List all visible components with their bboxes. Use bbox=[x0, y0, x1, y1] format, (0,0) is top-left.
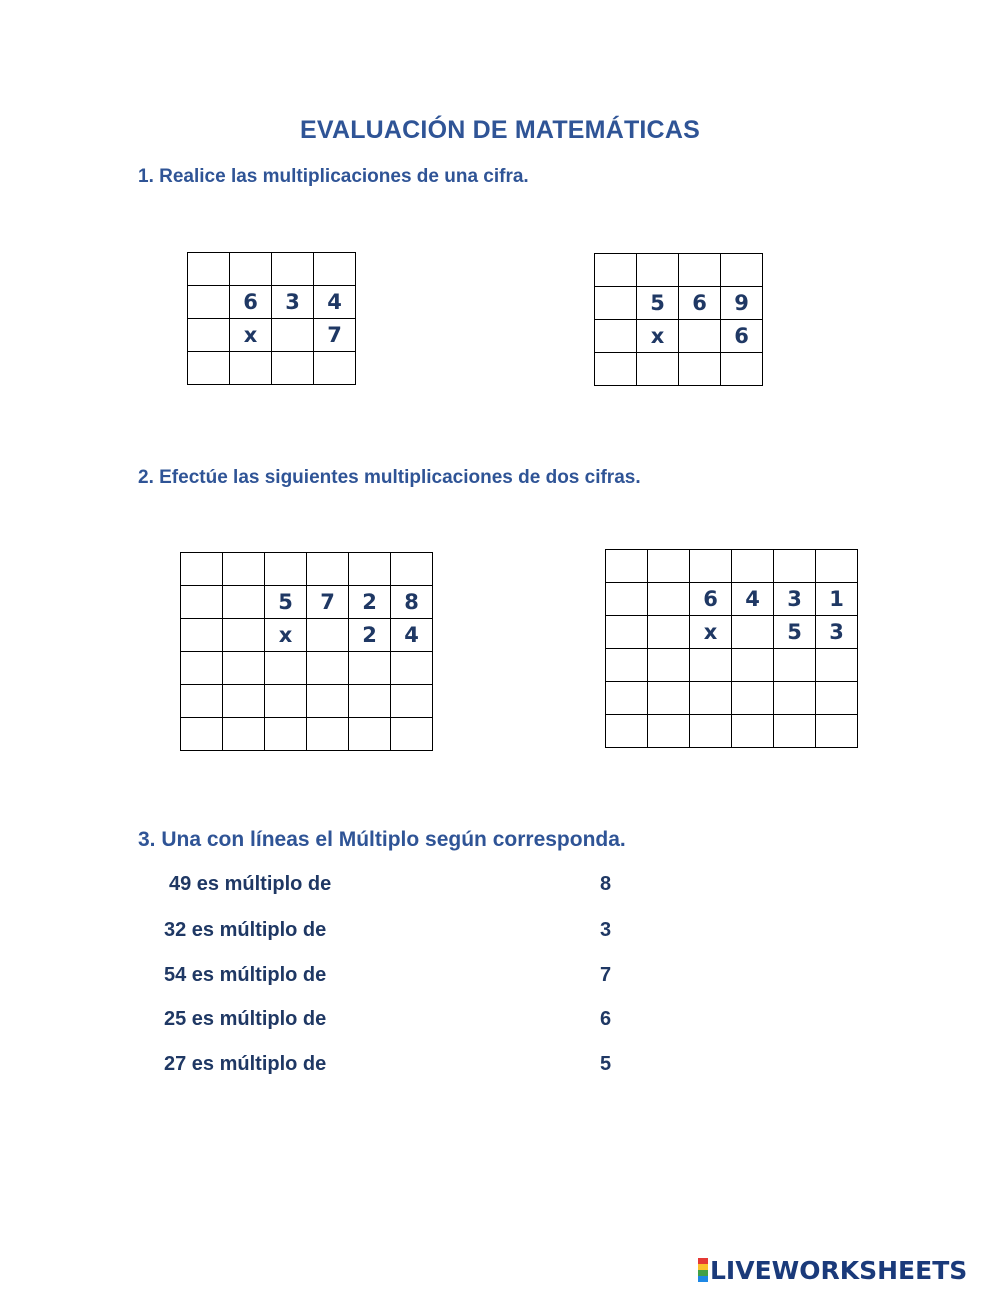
answer-cell[interactable] bbox=[349, 652, 391, 685]
answer-cell[interactable] bbox=[265, 652, 307, 685]
grid-cell[interactable] bbox=[721, 254, 763, 287]
grid-cell[interactable] bbox=[679, 254, 721, 287]
match-item-option[interactable]: 6 bbox=[600, 1008, 612, 1030]
logo-text: LIVEWORKSHEETS bbox=[710, 1255, 968, 1285]
answer-cell[interactable] bbox=[732, 649, 774, 682]
section-1-heading: 1. Realice las multiplicaciones de una cifra. bbox=[138, 166, 529, 187]
match-item-option[interactable]: 8 bbox=[600, 873, 612, 895]
answer-cell[interactable] bbox=[732, 682, 774, 715]
grid-cell[interactable] bbox=[606, 583, 648, 616]
grid-row bbox=[181, 652, 433, 685]
grid-cell[interactable] bbox=[595, 287, 637, 320]
grid-cell[interactable] bbox=[349, 553, 391, 586]
grid-row bbox=[181, 553, 433, 586]
grid-cell[interactable] bbox=[188, 253, 230, 286]
answer-cell[interactable] bbox=[272, 352, 314, 385]
grid-cell[interactable] bbox=[816, 550, 858, 583]
grid-row bbox=[595, 353, 763, 386]
grid-row bbox=[188, 253, 356, 286]
logo-mark-icon bbox=[698, 1258, 708, 1282]
answer-cell[interactable] bbox=[265, 685, 307, 718]
answer-cell[interactable] bbox=[816, 715, 858, 748]
grid-cell[interactable] bbox=[230, 253, 272, 286]
grid-row bbox=[181, 586, 433, 619]
grid-row bbox=[595, 254, 763, 287]
grid-cell: 4 bbox=[314, 286, 356, 319]
grid-cell[interactable] bbox=[181, 619, 223, 652]
grid-row bbox=[595, 320, 763, 353]
answer-cell[interactable] bbox=[181, 718, 223, 751]
grid-cell[interactable] bbox=[272, 253, 314, 286]
grid-cell[interactable] bbox=[307, 619, 349, 652]
section-2-heading: 2. Efectúe las siguientes multiplicaciones de dos cifras. bbox=[138, 467, 641, 488]
grid-row bbox=[181, 619, 433, 652]
grid-cell: 4 bbox=[732, 583, 774, 616]
grid-row bbox=[606, 583, 858, 616]
grid-cell[interactable] bbox=[595, 320, 637, 353]
grid-cell: 7 bbox=[314, 319, 356, 352]
answer-cell[interactable] bbox=[265, 718, 307, 751]
answer-cell[interactable] bbox=[223, 718, 265, 751]
answer-cell[interactable] bbox=[349, 718, 391, 751]
grid-cell: 6 bbox=[690, 583, 732, 616]
answer-cell[interactable] bbox=[816, 682, 858, 715]
grid-row bbox=[188, 319, 356, 352]
grid-cell: 2 bbox=[349, 586, 391, 619]
grid-cell: x bbox=[230, 319, 272, 352]
grid-cell: 5 bbox=[265, 586, 307, 619]
grid-cell[interactable] bbox=[314, 253, 356, 286]
multiplication-grid-4 bbox=[605, 549, 858, 748]
grid-row bbox=[606, 682, 858, 715]
grid-cell: 6 bbox=[721, 320, 763, 353]
answer-cell[interactable] bbox=[181, 685, 223, 718]
grid-cell[interactable] bbox=[732, 550, 774, 583]
grid-cell: 8 bbox=[391, 586, 433, 619]
grid-cell: 9 bbox=[721, 287, 763, 320]
answer-cell[interactable] bbox=[774, 682, 816, 715]
match-item-statement[interactable]: 25 es múltiplo de bbox=[164, 1008, 327, 1030]
grid-cell: 5 bbox=[774, 616, 816, 649]
grid-cell[interactable] bbox=[648, 550, 690, 583]
grid-cell[interactable] bbox=[188, 319, 230, 352]
answer-cell[interactable] bbox=[230, 352, 272, 385]
grid-cell: 3 bbox=[774, 583, 816, 616]
grid-cell: 3 bbox=[272, 286, 314, 319]
grid-cell: 7 bbox=[307, 586, 349, 619]
grid-cell[interactable] bbox=[648, 616, 690, 649]
logo-mark-block bbox=[698, 1276, 708, 1282]
grid-cell[interactable] bbox=[223, 586, 265, 619]
grid-cell: 6 bbox=[230, 286, 272, 319]
answer-cell[interactable] bbox=[637, 353, 679, 386]
liveworksheets-logo bbox=[698, 1254, 967, 1286]
grid-cell: 4 bbox=[391, 619, 433, 652]
answer-cell[interactable] bbox=[648, 715, 690, 748]
grid-cell[interactable] bbox=[690, 550, 732, 583]
answer-cell[interactable] bbox=[595, 353, 637, 386]
answer-cell[interactable] bbox=[606, 649, 648, 682]
answer-cell[interactable] bbox=[391, 652, 433, 685]
grid-row bbox=[606, 649, 858, 682]
match-item-option[interactable]: 5 bbox=[600, 1053, 612, 1075]
grid-row bbox=[181, 685, 433, 718]
grid-row bbox=[181, 718, 433, 751]
grid-cell[interactable] bbox=[272, 319, 314, 352]
answer-cell[interactable] bbox=[721, 353, 763, 386]
grid-cell[interactable] bbox=[637, 254, 679, 287]
answer-cell[interactable] bbox=[648, 649, 690, 682]
match-item-statement[interactable]: 27 es múltiplo de bbox=[164, 1053, 327, 1075]
answer-cell[interactable] bbox=[307, 685, 349, 718]
grid-row bbox=[188, 352, 356, 385]
grid-cell[interactable] bbox=[265, 553, 307, 586]
grid-cell[interactable] bbox=[188, 286, 230, 319]
grid-row bbox=[188, 286, 356, 319]
answer-cell[interactable] bbox=[690, 682, 732, 715]
grid-cell: x bbox=[637, 320, 679, 353]
answer-cell[interactable] bbox=[732, 715, 774, 748]
match-item-statement[interactable]: 49 es múltiplo de bbox=[169, 873, 332, 895]
answer-cell[interactable] bbox=[391, 718, 433, 751]
answer-cell[interactable] bbox=[690, 715, 732, 748]
answer-cell[interactable] bbox=[606, 715, 648, 748]
answer-cell[interactable] bbox=[648, 682, 690, 715]
grid-cell: 2 bbox=[349, 619, 391, 652]
answer-cell[interactable] bbox=[816, 649, 858, 682]
grid-cell[interactable] bbox=[181, 553, 223, 586]
answer-cell[interactable] bbox=[679, 353, 721, 386]
grid-cell[interactable] bbox=[774, 550, 816, 583]
grid-cell: x bbox=[265, 619, 307, 652]
answer-cell[interactable] bbox=[188, 352, 230, 385]
answer-cell[interactable] bbox=[181, 652, 223, 685]
grid-cell: 5 bbox=[637, 287, 679, 320]
grid-cell[interactable] bbox=[606, 616, 648, 649]
grid-cell[interactable] bbox=[606, 550, 648, 583]
answer-cell[interactable] bbox=[314, 352, 356, 385]
grid-cell[interactable] bbox=[595, 254, 637, 287]
grid-cell[interactable] bbox=[732, 616, 774, 649]
grid-cell[interactable] bbox=[307, 553, 349, 586]
answer-cell[interactable] bbox=[349, 685, 391, 718]
match-item-option[interactable]: 3 bbox=[600, 919, 612, 941]
grid-row bbox=[595, 287, 763, 320]
grid-cell[interactable] bbox=[391, 553, 433, 586]
answer-cell[interactable] bbox=[223, 652, 265, 685]
grid-row bbox=[606, 715, 858, 748]
grid-cell[interactable] bbox=[223, 553, 265, 586]
multiplication-grid-3 bbox=[180, 552, 433, 751]
grid-row bbox=[606, 550, 858, 583]
answer-cell[interactable] bbox=[774, 715, 816, 748]
match-item-statement[interactable]: 54 es múltiplo de bbox=[164, 964, 327, 986]
grid-cell[interactable] bbox=[648, 583, 690, 616]
answer-cell[interactable] bbox=[307, 652, 349, 685]
answer-cell[interactable] bbox=[223, 685, 265, 718]
answer-cell[interactable] bbox=[606, 682, 648, 715]
match-item-statement[interactable]: 32 es múltiplo de bbox=[164, 919, 327, 941]
grid-cell[interactable] bbox=[679, 320, 721, 353]
grid-cell: 6 bbox=[679, 287, 721, 320]
grid-cell: x bbox=[690, 616, 732, 649]
answer-cell[interactable] bbox=[690, 649, 732, 682]
grid-cell[interactable] bbox=[181, 586, 223, 619]
multiplication-grid-2 bbox=[594, 253, 763, 386]
grid-cell: 3 bbox=[816, 616, 858, 649]
answer-cell[interactable] bbox=[391, 685, 433, 718]
section-3-heading: 3. Una con líneas el Múltiplo según corresponda. bbox=[138, 828, 626, 851]
page-title: EVALUACIÓN DE MATEMÁTICAS bbox=[300, 116, 700, 144]
grid-cell[interactable] bbox=[223, 619, 265, 652]
answer-cell[interactable] bbox=[774, 649, 816, 682]
grid-cell: 1 bbox=[816, 583, 858, 616]
multiplication-grid-1 bbox=[187, 252, 356, 385]
match-item-option[interactable]: 7 bbox=[600, 964, 612, 986]
answer-cell[interactable] bbox=[307, 718, 349, 751]
grid-row bbox=[606, 616, 858, 649]
